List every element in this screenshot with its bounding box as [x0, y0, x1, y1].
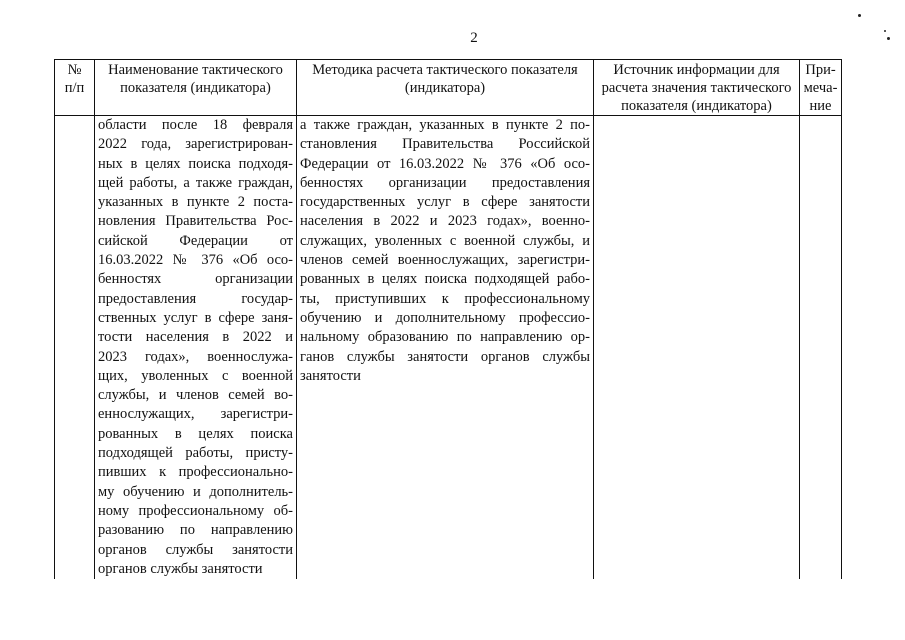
method-text-line: рованных в целях поиска подходящей рабо- [300, 271, 590, 288]
cell-method [297, 116, 594, 580]
name-text-line: предоставления государ- [98, 290, 293, 307]
method-text-line: занятости [300, 367, 361, 384]
name-text-line: ственных услуг в сфере заня- [98, 309, 293, 326]
header-num: № п/п [55, 60, 95, 116]
header-source: Источник информации для расчета значения тактического показателя (индикатора) [594, 60, 800, 116]
table-header-row [55, 60, 842, 116]
method-text-line: ты, приступивших к профессиональному [300, 290, 590, 307]
name-text-line: пивших к профессионально- [98, 464, 293, 481]
method-text-line: Федерации от 16.03.2022 № 376 «Об осо- [300, 155, 590, 172]
name-text-line: указанных в пункте 2 поста- [98, 194, 293, 211]
name-text-line: му обучению и дополнитель- [98, 483, 293, 500]
name-text-line: 2023 годах», военнослужа- [98, 348, 293, 365]
method-text-line: нальному образованию по направлению ор- [300, 329, 590, 346]
name-text-line: органов службы занятости [98, 560, 263, 577]
method-text-line: а также граждан, указанных в пункте 2 по- [300, 117, 590, 133]
table-row [55, 116, 842, 580]
header-name: Наименование тактического показателя (индикатора) [95, 60, 297, 116]
name-text-line: службы, и членов семей во- [98, 387, 293, 404]
name-text-line: рованных в целях поиска [98, 425, 293, 442]
method-text-line: ганов службы занятости органов службы [300, 348, 590, 365]
method-text-line: служащих, уволенных с военной службы, и [300, 232, 590, 249]
name-text-line: щей работы, а также граждан, [98, 174, 293, 191]
method-text-line: становления Правительства Российской [300, 136, 590, 153]
header-method: Методика расчета тактического показателя (индикатора) [297, 60, 594, 116]
page-number: 2 [470, 30, 478, 46]
scan-speck [858, 14, 861, 17]
cell-num [55, 116, 95, 580]
method-text-line: населения в 2022 и 2023 годах», военно- [300, 213, 590, 230]
name-text-line: разованию по направлению [98, 522, 293, 539]
name-text-line: еннослужащих, зарегистри- [98, 406, 293, 423]
name-text-line: области после 18 февраля [98, 117, 293, 133]
indicator-table [54, 59, 842, 579]
header-note: При- меча- ние [800, 60, 842, 116]
name-text-line: тости населения в 2022 и [98, 329, 293, 346]
name-text-line: ному профессиональному об- [98, 502, 293, 519]
name-text-line: сийской Федерации от [98, 232, 293, 249]
method-text-line: государственных услуг в сфере занятости [300, 194, 590, 211]
name-text-line: 16.03.2022 № 376 «Об осо- [98, 252, 293, 269]
method-text-line: членов семей военнослужащих, зарегистри- [300, 252, 590, 269]
name-text-line: органов службы занятости [98, 541, 293, 558]
name-text-line: подходящей работы, присту- [98, 445, 293, 462]
scan-speck [887, 37, 890, 40]
name-text-line: щих, уволенных с военной [98, 367, 293, 384]
method-text-line: бенностях организации предоставления [300, 174, 590, 191]
name-text-line: ных в целях поиска подходя- [98, 155, 293, 172]
cell-source [594, 116, 800, 580]
cell-note [800, 116, 842, 580]
name-text-line: бенностях организации [98, 271, 293, 288]
scan-speck [884, 30, 886, 32]
method-text-line: обучению и дополнительному профессио- [300, 309, 590, 326]
name-text-line: новления Правительства Рос- [98, 213, 293, 230]
cell-name [95, 116, 297, 580]
name-text-line: 2022 года, зарегистрирован- [98, 136, 293, 153]
